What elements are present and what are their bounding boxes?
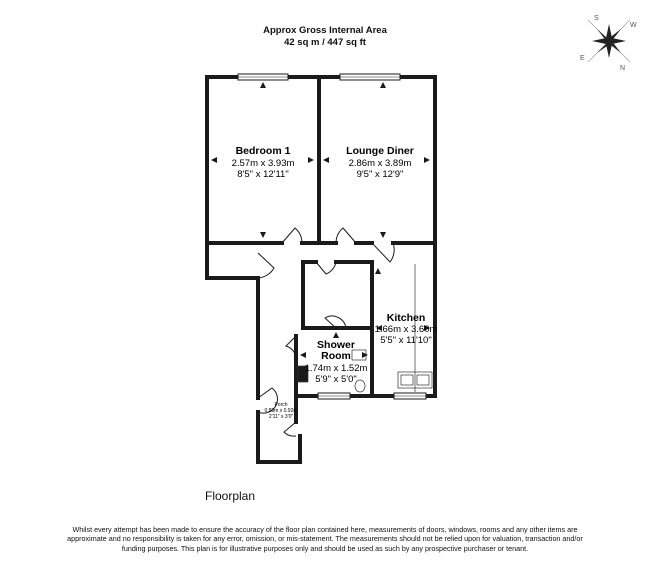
lounge-imperial: 9'5" x 12'9"	[356, 169, 404, 180]
shower-name-2: Room	[321, 350, 351, 362]
compass-label-s: S	[594, 15, 599, 22]
bedroom-name: Bedroom 1	[235, 145, 291, 157]
shower-name: Shower	[317, 339, 355, 351]
porch-imperial: 2'11" x 3'0"	[268, 414, 294, 420]
lounge-name: Lounge Diner	[346, 145, 414, 157]
kitchen-imperial: 5'5" x 11'10"	[380, 335, 432, 346]
bedroom-imperial: 8'5" x 12'11"	[237, 169, 289, 180]
room-labels	[232, 145, 438, 420]
lounge-metric: 2.86m x 3.89m	[348, 158, 412, 169]
porch-name: Porch	[274, 402, 288, 408]
area-title: Approx Gross Internal Area	[263, 25, 387, 36]
floor-label: Floorplan	[205, 489, 256, 503]
walls	[207, 77, 435, 462]
kitchen-metric: 1.66m x 3.60m	[374, 324, 438, 335]
compass-label-w: W	[630, 22, 637, 29]
compass-label-e: E	[580, 55, 585, 62]
area-value: 42 sq m / 447 sq ft	[284, 37, 366, 48]
bedroom-metric: 2.57m x 3.93m	[231, 158, 295, 169]
shower-metric: 1.74m x 1.52m	[304, 363, 368, 374]
compass-label-n: N	[620, 65, 626, 72]
shower-imperial: 5'9" x 5'0"	[315, 374, 357, 385]
kitchen-name: Kitchen	[386, 312, 426, 324]
disclaimer-text: Whilst every attempt has been made to ensure the accuracy of the floor plan contained here, measurements of doors, windows, rooms and any other items are approximate and no responsibility is taken for any error, omission, or mis-statement. The measurements should not be relied upon for valuation, transaction and/or funding purposes. This plan is for illustrative purposes only and should be used as such by any prospective purchaser or tenant.	[67, 525, 583, 553]
compass-icon	[580, 15, 637, 72]
porch-metric: 0.88m x 0.92m	[264, 408, 298, 414]
